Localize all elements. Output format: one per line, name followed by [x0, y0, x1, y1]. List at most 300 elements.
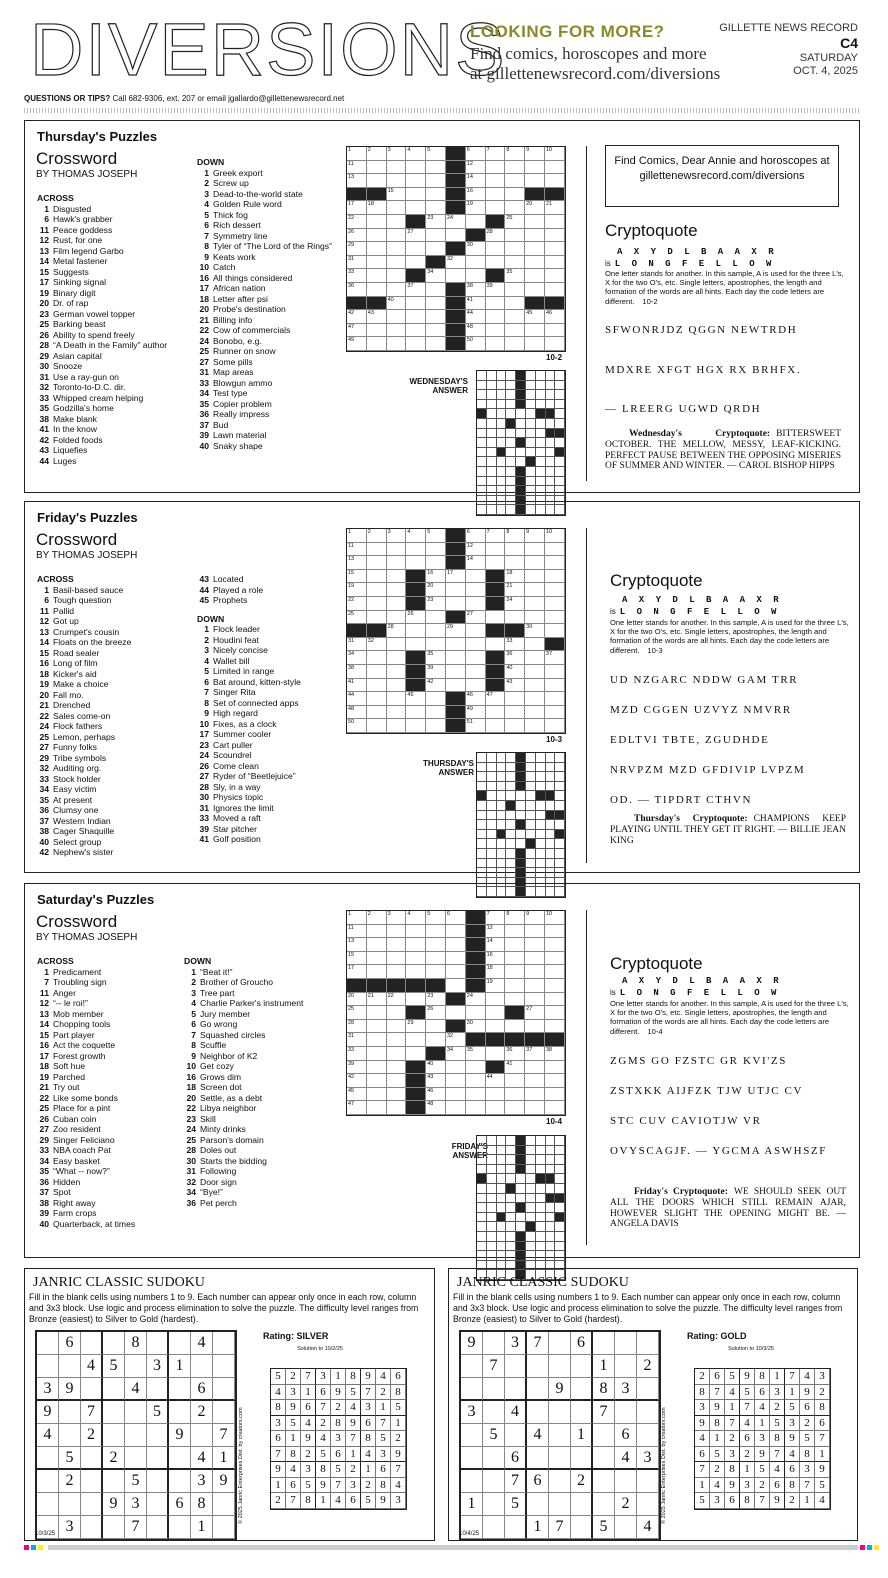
grid-cell[interactable]: [466, 543, 486, 557]
grid-cell[interactable]: [387, 1061, 407, 1075]
grid-cell[interactable]: [545, 719, 565, 733]
grid-cell[interactable]: [545, 965, 565, 979]
grid-cell[interactable]: [525, 147, 545, 161]
grid-cell[interactable]: [486, 692, 506, 706]
grid-cell[interactable]: [387, 283, 407, 297]
grid-cell[interactable]: [486, 719, 506, 733]
sudoku-cell[interactable]: [81, 1493, 103, 1516]
sudoku-cell[interactable]: 5: [103, 1355, 125, 1378]
grid-cell[interactable]: [525, 570, 545, 584]
sudoku-cell[interactable]: [615, 1332, 637, 1355]
grid-cell[interactable]: [525, 1074, 545, 1088]
grid-cell[interactable]: [466, 215, 486, 229]
grid-cell[interactable]: [406, 1020, 426, 1034]
sudoku-cell[interactable]: 3: [59, 1516, 81, 1539]
grid-cell[interactable]: [406, 324, 426, 338]
grid-cell[interactable]: [545, 651, 565, 665]
sudoku-cell[interactable]: 7: [213, 1424, 235, 1447]
grid-cell[interactable]: [426, 952, 446, 966]
sudoku-cell[interactable]: 3: [505, 1332, 527, 1355]
sudoku-cell[interactable]: 4: [505, 1401, 527, 1424]
grid-cell[interactable]: [466, 665, 486, 679]
grid-cell[interactable]: [406, 147, 426, 161]
grid-cell[interactable]: [406, 1047, 426, 1061]
grid-cell[interactable]: [486, 965, 506, 979]
grid-cell[interactable]: [525, 925, 545, 939]
crossword-grid[interactable]: [346, 528, 566, 734]
sudoku-cell[interactable]: [549, 1447, 571, 1470]
sudoku-cell[interactable]: 1: [213, 1447, 235, 1470]
grid-cell[interactable]: [525, 174, 545, 188]
grid-cell[interactable]: [406, 1033, 426, 1047]
grid-cell[interactable]: [406, 965, 426, 979]
grid-cell[interactable]: [446, 1061, 466, 1075]
sudoku-cell[interactable]: 7: [505, 1470, 527, 1493]
grid-cell[interactable]: [347, 965, 367, 979]
grid-cell[interactable]: [347, 952, 367, 966]
grid-cell[interactable]: [347, 638, 367, 652]
grid-cell[interactable]: [505, 215, 525, 229]
grid-cell[interactable]: [486, 242, 506, 256]
grid-cell[interactable]: [347, 242, 367, 256]
grid-cell[interactable]: [387, 256, 407, 270]
grid-cell[interactable]: [505, 310, 525, 324]
grid-cell[interactable]: [466, 147, 486, 161]
sudoku-cell[interactable]: 1: [593, 1355, 615, 1378]
grid-cell[interactable]: [426, 174, 446, 188]
sudoku-cell[interactable]: 4: [527, 1424, 549, 1447]
grid-cell[interactable]: [367, 161, 387, 175]
sudoku-cell[interactable]: [81, 1378, 103, 1401]
grid-cell[interactable]: [387, 938, 407, 952]
promo-text[interactable]: Find comics, horoscopes and more at gillettenewsrecord.com/diversions: [470, 44, 721, 83]
grid-cell[interactable]: [426, 611, 446, 625]
grid-cell[interactable]: [505, 324, 525, 338]
grid-cell[interactable]: [387, 706, 407, 720]
grid-cell[interactable]: [486, 706, 506, 720]
grid-cell[interactable]: [387, 229, 407, 243]
grid-cell[interactable]: [525, 1006, 545, 1020]
grid-cell[interactable]: [466, 679, 486, 693]
grid-cell[interactable]: [466, 993, 486, 1007]
grid-cell[interactable]: [387, 1033, 407, 1047]
grid-cell[interactable]: [525, 611, 545, 625]
grid-cell[interactable]: [545, 624, 565, 638]
grid-cell[interactable]: [367, 706, 387, 720]
grid-cell[interactable]: [406, 993, 426, 1007]
sudoku-cell[interactable]: [461, 1470, 483, 1493]
grid-cell[interactable]: [525, 242, 545, 256]
grid-cell[interactable]: [545, 597, 565, 611]
grid-cell[interactable]: [387, 529, 407, 543]
grid-cell[interactable]: [486, 324, 506, 338]
sudoku-cell[interactable]: 2: [59, 1470, 81, 1493]
grid-cell[interactable]: [367, 310, 387, 324]
sudoku-cell[interactable]: [169, 1447, 191, 1470]
grid-cell[interactable]: [347, 283, 367, 297]
grid-cell[interactable]: [367, 638, 387, 652]
grid-cell[interactable]: [505, 570, 525, 584]
sudoku-cell[interactable]: [593, 1493, 615, 1516]
grid-cell[interactable]: [426, 1020, 446, 1034]
grid-cell[interactable]: [426, 679, 446, 693]
grid-cell[interactable]: [347, 1033, 367, 1047]
grid-cell[interactable]: [505, 556, 525, 570]
grid-cell[interactable]: [426, 719, 446, 733]
grid-cell[interactable]: [525, 543, 545, 557]
sudoku-grid[interactable]: [35, 1330, 237, 1541]
grid-cell[interactable]: [446, 651, 466, 665]
sudoku-cell[interactable]: 7: [125, 1516, 147, 1539]
grid-cell[interactable]: [505, 692, 525, 706]
grid-cell[interactable]: [466, 529, 486, 543]
grid-cell[interactable]: [347, 583, 367, 597]
sudoku-cell[interactable]: [213, 1332, 235, 1355]
grid-cell[interactable]: [545, 993, 565, 1007]
grid-cell[interactable]: [387, 911, 407, 925]
grid-cell[interactable]: [525, 1101, 545, 1115]
grid-cell[interactable]: [367, 938, 387, 952]
grid-cell[interactable]: [446, 925, 466, 939]
sudoku-cell[interactable]: 6: [505, 1447, 527, 1470]
grid-cell[interactable]: [505, 597, 525, 611]
grid-cell[interactable]: [406, 543, 426, 557]
grid-cell[interactable]: [367, 665, 387, 679]
sudoku-cell[interactable]: 3: [37, 1378, 59, 1401]
grid-cell[interactable]: [446, 679, 466, 693]
grid-cell[interactable]: [545, 1088, 565, 1102]
grid-cell[interactable]: [347, 651, 367, 665]
grid-cell[interactable]: [466, 201, 486, 215]
grid-cell[interactable]: [347, 1101, 367, 1115]
sudoku-cell[interactable]: [571, 1493, 593, 1516]
grid-cell[interactable]: [387, 174, 407, 188]
grid-cell[interactable]: [525, 201, 545, 215]
grid-cell[interactable]: [525, 161, 545, 175]
grid-cell[interactable]: [426, 529, 446, 543]
grid-cell[interactable]: [426, 1061, 446, 1075]
grid-cell[interactable]: [486, 638, 506, 652]
grid-cell[interactable]: [367, 1033, 387, 1047]
grid-cell[interactable]: [347, 611, 367, 625]
grid-cell[interactable]: [406, 938, 426, 952]
grid-cell[interactable]: [525, 651, 545, 665]
grid-cell[interactable]: [367, 556, 387, 570]
grid-cell[interactable]: [347, 529, 367, 543]
grid-cell[interactable]: [486, 201, 506, 215]
grid-cell[interactable]: [466, 1074, 486, 1088]
grid-cell[interactable]: [466, 1101, 486, 1115]
sudoku-cell[interactable]: [571, 1447, 593, 1470]
sudoku-cell[interactable]: [147, 1378, 169, 1401]
grid-cell[interactable]: [525, 993, 545, 1007]
grid-cell[interactable]: [446, 911, 466, 925]
grid-cell[interactable]: [367, 1047, 387, 1061]
grid-cell[interactable]: [545, 679, 565, 693]
sudoku-cell[interactable]: [571, 1516, 593, 1539]
grid-cell[interactable]: [387, 1006, 407, 1020]
grid-cell[interactable]: [446, 1101, 466, 1115]
grid-cell[interactable]: [426, 310, 446, 324]
grid-cell[interactable]: [426, 692, 446, 706]
sudoku-cell[interactable]: [103, 1378, 125, 1401]
grid-cell[interactable]: [486, 188, 506, 202]
grid-cell[interactable]: [367, 719, 387, 733]
grid-cell[interactable]: [486, 993, 506, 1007]
grid-cell[interactable]: [446, 269, 466, 283]
grid-cell[interactable]: [446, 952, 466, 966]
sudoku-cell[interactable]: 8: [593, 1378, 615, 1401]
sudoku-cell[interactable]: [169, 1470, 191, 1493]
grid-cell[interactable]: [367, 256, 387, 270]
grid-cell[interactable]: [347, 938, 367, 952]
grid-cell[interactable]: [367, 1074, 387, 1088]
grid-cell[interactable]: [367, 651, 387, 665]
sudoku-cell[interactable]: 4: [81, 1355, 103, 1378]
grid-cell[interactable]: [525, 965, 545, 979]
grid-cell[interactable]: [367, 679, 387, 693]
sudoku-cell[interactable]: 3: [637, 1447, 659, 1470]
grid-cell[interactable]: [406, 556, 426, 570]
sudoku-cell[interactable]: [37, 1470, 59, 1493]
sudoku-cell[interactable]: [483, 1493, 505, 1516]
grid-cell[interactable]: [466, 337, 486, 351]
grid-cell[interactable]: [406, 692, 426, 706]
sudoku-cell[interactable]: [637, 1493, 659, 1516]
grid-cell[interactable]: [525, 583, 545, 597]
sudoku-cell[interactable]: [483, 1401, 505, 1424]
grid-cell[interactable]: [545, 529, 565, 543]
grid-cell[interactable]: [367, 911, 387, 925]
sudoku-cell[interactable]: 6: [527, 1470, 549, 1493]
sudoku-cell[interactable]: 6: [615, 1424, 637, 1447]
sudoku-cell[interactable]: [637, 1424, 659, 1447]
grid-cell[interactable]: [525, 556, 545, 570]
grid-cell[interactable]: [347, 1088, 367, 1102]
grid-cell[interactable]: [387, 337, 407, 351]
grid-cell[interactable]: [525, 215, 545, 229]
grid-cell[interactable]: [545, 1061, 565, 1075]
sudoku-cell[interactable]: [103, 1516, 125, 1539]
grid-cell[interactable]: [426, 1033, 446, 1047]
grid-cell[interactable]: [505, 1088, 525, 1102]
grid-cell[interactable]: [387, 679, 407, 693]
grid-cell[interactable]: [466, 1061, 486, 1075]
grid-cell[interactable]: [426, 147, 446, 161]
sudoku-cell[interactable]: [81, 1470, 103, 1493]
grid-cell[interactable]: [545, 161, 565, 175]
sudoku-cell[interactable]: [213, 1516, 235, 1539]
grid-cell[interactable]: [347, 556, 367, 570]
grid-cell[interactable]: [387, 624, 407, 638]
grid-cell[interactable]: [545, 706, 565, 720]
grid-cell[interactable]: [525, 229, 545, 243]
sudoku-cell[interactable]: [637, 1332, 659, 1355]
grid-cell[interactable]: [387, 297, 407, 311]
grid-cell[interactable]: [545, 1101, 565, 1115]
grid-cell[interactable]: [347, 201, 367, 215]
grid-cell[interactable]: [466, 269, 486, 283]
grid-cell[interactable]: [387, 215, 407, 229]
sudoku-cell[interactable]: [483, 1378, 505, 1401]
sudoku-cell[interactable]: 1: [191, 1516, 213, 1539]
grid-cell[interactable]: [486, 1101, 506, 1115]
sudoku-cell[interactable]: [527, 1401, 549, 1424]
sudoku-cell[interactable]: [147, 1516, 169, 1539]
grid-cell[interactable]: [426, 993, 446, 1007]
grid-cell[interactable]: [426, 337, 446, 351]
grid-cell[interactable]: [347, 161, 367, 175]
grid-cell[interactable]: [347, 337, 367, 351]
grid-cell[interactable]: [505, 965, 525, 979]
grid-cell[interactable]: [387, 147, 407, 161]
grid-cell[interactable]: [486, 543, 506, 557]
sudoku-cell[interactable]: 1: [461, 1493, 483, 1516]
sudoku-cell[interactable]: 9: [103, 1493, 125, 1516]
grid-cell[interactable]: [426, 556, 446, 570]
grid-cell[interactable]: [406, 529, 426, 543]
grid-cell[interactable]: [426, 624, 446, 638]
grid-cell[interactable]: [466, 242, 486, 256]
grid-cell[interactable]: [426, 965, 446, 979]
sudoku-cell[interactable]: 2: [637, 1355, 659, 1378]
sudoku-cell[interactable]: 6: [169, 1493, 191, 1516]
grid-cell[interactable]: [387, 665, 407, 679]
grid-cell[interactable]: [387, 242, 407, 256]
grid-cell[interactable]: [486, 556, 506, 570]
grid-cell[interactable]: [387, 556, 407, 570]
grid-cell[interactable]: [446, 1006, 466, 1020]
grid-cell[interactable]: [545, 979, 565, 993]
grid-cell[interactable]: [466, 651, 486, 665]
sudoku-cell[interactable]: [637, 1401, 659, 1424]
grid-cell[interactable]: [466, 256, 486, 270]
grid-cell[interactable]: [545, 147, 565, 161]
grid-cell[interactable]: [367, 529, 387, 543]
grid-cell[interactable]: [426, 242, 446, 256]
sudoku-cell[interactable]: 1: [527, 1516, 549, 1539]
sudoku-cell[interactable]: [483, 1332, 505, 1355]
sudoku-cell[interactable]: [59, 1424, 81, 1447]
sudoku-cell[interactable]: 4: [637, 1516, 659, 1539]
sudoku-cell[interactable]: [615, 1355, 637, 1378]
crossword-grid[interactable]: [346, 146, 566, 352]
sudoku-cell[interactable]: [483, 1516, 505, 1539]
grid-cell[interactable]: [347, 993, 367, 1007]
grid-cell[interactable]: [525, 324, 545, 338]
grid-cell[interactable]: [505, 925, 525, 939]
grid-cell[interactable]: [367, 1088, 387, 1102]
grid-cell[interactable]: [406, 911, 426, 925]
grid-cell[interactable]: [426, 269, 446, 283]
grid-cell[interactable]: [426, 1006, 446, 1020]
grid-cell[interactable]: [466, 297, 486, 311]
grid-cell[interactable]: [466, 597, 486, 611]
grid-cell[interactable]: [525, 911, 545, 925]
grid-cell[interactable]: [505, 174, 525, 188]
grid-cell[interactable]: [525, 529, 545, 543]
grid-cell[interactable]: [426, 597, 446, 611]
sudoku-cell[interactable]: [461, 1424, 483, 1447]
sudoku-cell[interactable]: [103, 1332, 125, 1355]
grid-cell[interactable]: [545, 229, 565, 243]
grid-cell[interactable]: [367, 269, 387, 283]
sudoku-cell[interactable]: 9: [213, 1470, 235, 1493]
grid-cell[interactable]: [486, 337, 506, 351]
grid-cell[interactable]: [347, 229, 367, 243]
grid-cell[interactable]: [387, 570, 407, 584]
grid-cell[interactable]: [505, 911, 525, 925]
grid-cell[interactable]: [505, 269, 525, 283]
grid-cell[interactable]: [426, 638, 446, 652]
grid-cell[interactable]: [387, 1074, 407, 1088]
grid-cell[interactable]: [505, 665, 525, 679]
grid-cell[interactable]: [387, 201, 407, 215]
grid-cell[interactable]: [367, 337, 387, 351]
grid-cell[interactable]: [486, 161, 506, 175]
sudoku-cell[interactable]: 5: [593, 1516, 615, 1539]
sudoku-cell[interactable]: 2: [615, 1493, 637, 1516]
grid-cell[interactable]: [387, 1101, 407, 1115]
grid-cell[interactable]: [525, 692, 545, 706]
sudoku-cell[interactable]: [37, 1493, 59, 1516]
grid-cell[interactable]: [426, 324, 446, 338]
grid-cell[interactable]: [505, 256, 525, 270]
grid-cell[interactable]: [367, 1061, 387, 1075]
sudoku-cell[interactable]: 2: [103, 1447, 125, 1470]
grid-cell[interactable]: [505, 201, 525, 215]
grid-cell[interactable]: [545, 925, 565, 939]
grid-cell[interactable]: [466, 583, 486, 597]
grid-cell[interactable]: [387, 1047, 407, 1061]
grid-cell[interactable]: [466, 570, 486, 584]
grid-cell[interactable]: [387, 965, 407, 979]
grid-cell[interactable]: [446, 256, 466, 270]
grid-cell[interactable]: [406, 283, 426, 297]
grid-cell[interactable]: [446, 215, 466, 229]
grid-cell[interactable]: [406, 638, 426, 652]
grid-cell[interactable]: [486, 297, 506, 311]
sudoku-cell[interactable]: [103, 1470, 125, 1493]
grid-cell[interactable]: [545, 256, 565, 270]
grid-cell[interactable]: [426, 1074, 446, 1088]
sudoku-cell[interactable]: [125, 1355, 147, 1378]
sudoku-cell[interactable]: [125, 1447, 147, 1470]
grid-cell[interactable]: [426, 188, 446, 202]
grid-cell[interactable]: [387, 925, 407, 939]
grid-cell[interactable]: [486, 611, 506, 625]
sudoku-cell[interactable]: [147, 1493, 169, 1516]
grid-cell[interactable]: [347, 719, 367, 733]
sudoku-cell[interactable]: 7: [593, 1401, 615, 1424]
sudoku-cell[interactable]: 6: [571, 1332, 593, 1355]
sudoku-cell[interactable]: [505, 1424, 527, 1447]
sudoku-cell[interactable]: 4: [615, 1447, 637, 1470]
grid-cell[interactable]: [367, 597, 387, 611]
grid-cell[interactable]: [406, 706, 426, 720]
sudoku-cell[interactable]: [571, 1378, 593, 1401]
sudoku-cell[interactable]: [461, 1447, 483, 1470]
grid-cell[interactable]: [486, 911, 506, 925]
grid-cell[interactable]: [466, 719, 486, 733]
sudoku-cell[interactable]: 1: [571, 1424, 593, 1447]
grid-cell[interactable]: [387, 161, 407, 175]
sudoku-cell[interactable]: 5: [147, 1401, 169, 1424]
grid-cell[interactable]: [347, 665, 367, 679]
grid-cell[interactable]: [525, 624, 545, 638]
grid-cell[interactable]: [367, 543, 387, 557]
grid-cell[interactable]: [505, 188, 525, 202]
